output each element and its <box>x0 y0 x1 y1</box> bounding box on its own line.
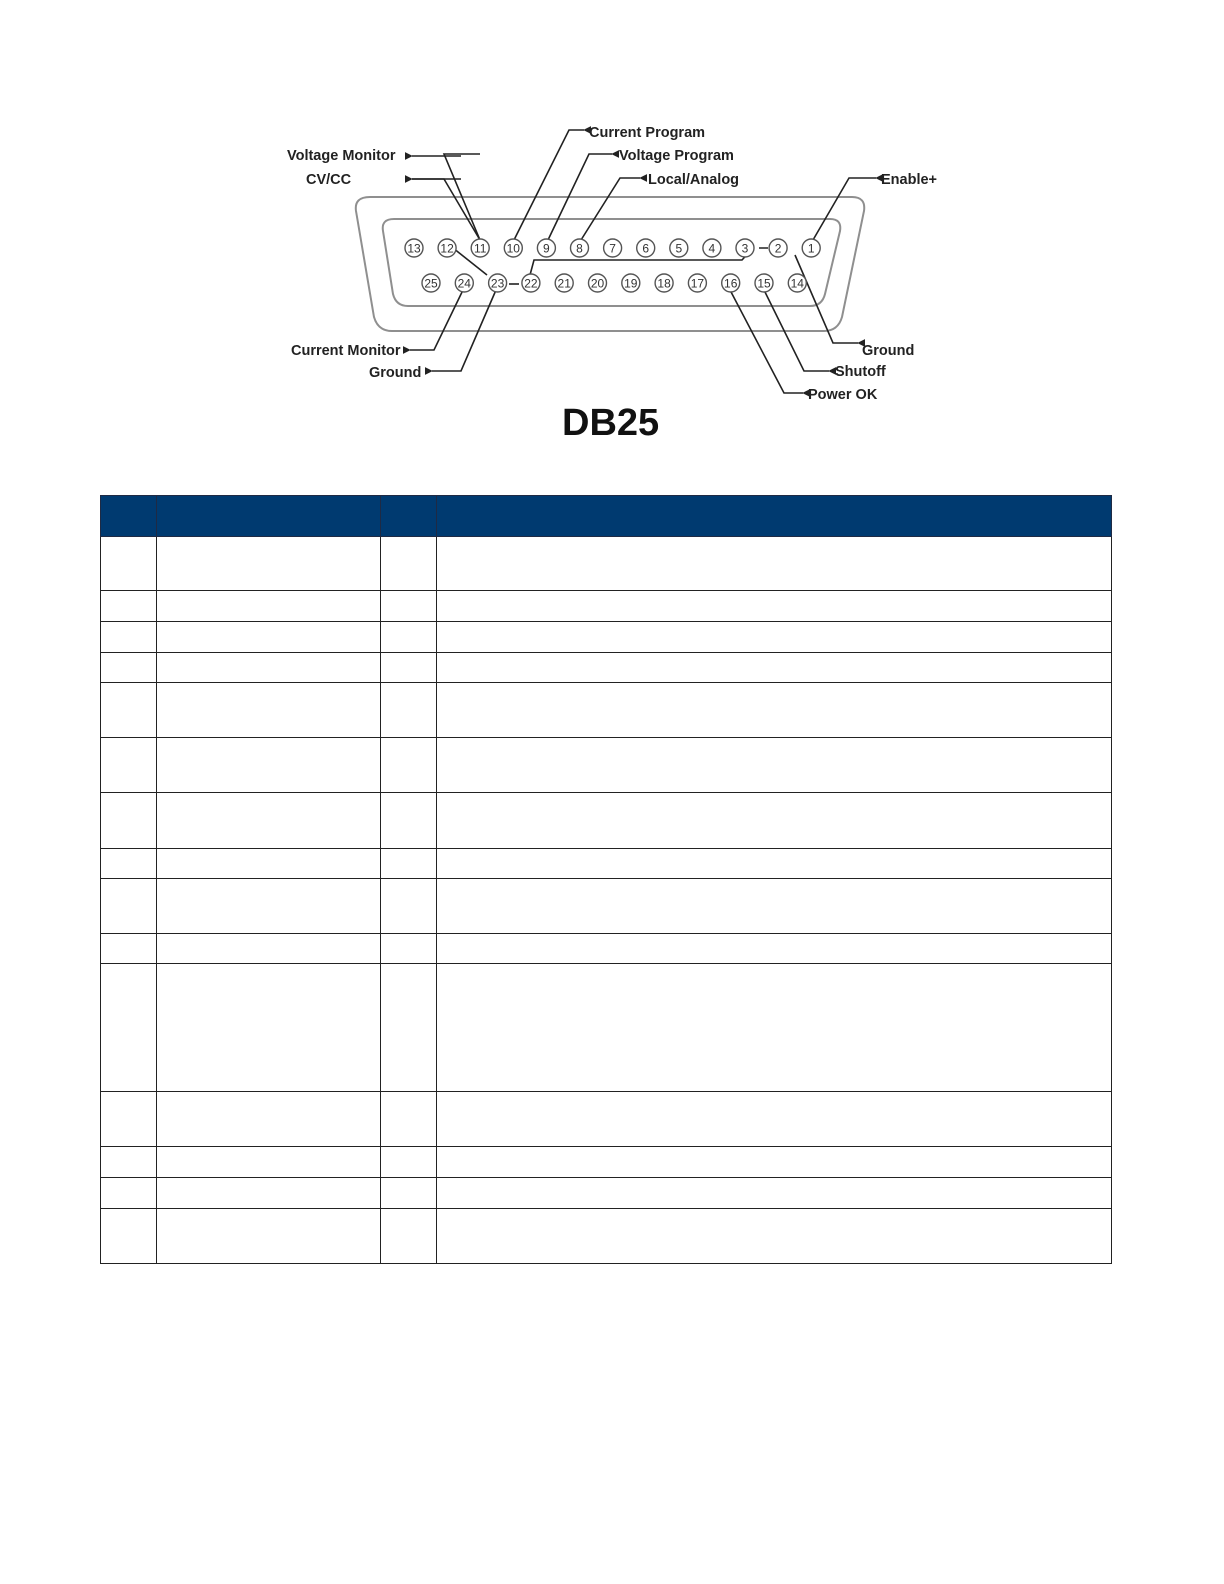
table-cell <box>101 1092 157 1147</box>
table-cell <box>101 1209 157 1264</box>
table-cell <box>101 591 157 622</box>
pin-6-label: 6 <box>642 241 650 256</box>
table-cell <box>381 1209 437 1264</box>
table-cell <box>437 591 1112 622</box>
table-row <box>101 1147 1112 1178</box>
table-cell <box>157 964 381 1092</box>
table-cell <box>381 591 437 622</box>
pin-22-label: 22 <box>524 276 538 291</box>
table-cell <box>101 849 157 879</box>
table-cell <box>437 683 1112 738</box>
label-ground-left: Ground <box>369 365 422 381</box>
table-cell <box>101 738 157 793</box>
pin-row-bottom <box>422 274 806 292</box>
connector-outer-shell <box>356 197 864 331</box>
pin-16-label: 16 <box>724 276 738 291</box>
diagram-title: DB25 <box>562 402 660 444</box>
table-row <box>101 653 1112 683</box>
pin-10-label: 10 <box>506 241 520 256</box>
table-cell <box>381 934 437 964</box>
table-cell <box>437 1092 1112 1147</box>
table-cell <box>157 1147 381 1178</box>
table-cell <box>101 1147 157 1178</box>
table-cell <box>101 683 157 738</box>
table-header-cell <box>437 496 1112 537</box>
pin-13-label: 13 <box>407 241 421 256</box>
pin-table <box>100 495 1112 1264</box>
pin-8-label: 8 <box>576 241 583 256</box>
table-cell <box>381 964 437 1092</box>
pin-row-top <box>405 239 820 257</box>
pin-12-label: 12 <box>440 241 454 256</box>
table-cell <box>157 934 381 964</box>
label-voltage-program: Voltage Program <box>619 148 734 164</box>
pin-1-label: 1 <box>807 241 815 256</box>
table-cell <box>381 537 437 591</box>
label-local-analog: Local/Analog <box>648 172 740 188</box>
label-ground-right: Ground <box>862 343 915 359</box>
label-shutoff: Shutoff <box>835 364 886 380</box>
table-cell <box>101 653 157 683</box>
table-cell <box>381 1147 437 1178</box>
pin-15-label: 15 <box>757 276 771 291</box>
pin-17-label: 17 <box>690 276 705 291</box>
table-cell <box>157 1209 381 1264</box>
table-cell <box>437 622 1112 653</box>
table-cell <box>381 849 437 879</box>
table-cell <box>101 934 157 964</box>
pin-9-label: 9 <box>543 241 550 256</box>
table-row <box>101 738 1112 793</box>
table-row <box>101 1209 1112 1264</box>
table-header-cell <box>157 496 381 537</box>
table-cell <box>437 1147 1112 1178</box>
table-cell <box>437 738 1112 793</box>
table-cell <box>101 964 157 1092</box>
table-cell <box>157 879 381 934</box>
table-row <box>101 622 1112 653</box>
table-cell <box>157 793 381 849</box>
table-row <box>101 793 1112 849</box>
table-cell <box>381 1092 437 1147</box>
label-power-ok: Power OK <box>808 387 878 403</box>
table-cell <box>437 934 1112 964</box>
table-cell <box>437 537 1112 591</box>
pin-3-label: 3 <box>741 241 749 256</box>
table-cell <box>157 683 381 738</box>
table-cell <box>157 738 381 793</box>
table-row <box>101 849 1112 879</box>
table-cell <box>101 793 157 849</box>
table-cell <box>157 849 381 879</box>
table-cell <box>381 793 437 849</box>
table-cell <box>437 964 1112 1092</box>
table-row <box>101 591 1112 622</box>
table-cell <box>437 653 1112 683</box>
pin-24-label: 24 <box>457 276 471 291</box>
pin-7-label: 7 <box>609 241 616 256</box>
table-cell <box>101 879 157 934</box>
table-cell <box>157 591 381 622</box>
table-cell <box>381 653 437 683</box>
table-row <box>101 537 1112 591</box>
pin-4-label: 4 <box>708 241 716 256</box>
label-cv-cc: CV/CC <box>306 172 352 188</box>
table-cell <box>437 849 1112 879</box>
table-cell <box>157 622 381 653</box>
table-cell <box>381 738 437 793</box>
pin-2-label: 2 <box>774 241 782 256</box>
table-cell <box>101 622 157 653</box>
pin-14-label: 14 <box>790 276 804 291</box>
table-header-cell <box>381 496 437 537</box>
table-row <box>101 1092 1112 1147</box>
pin-18-label: 18 <box>657 276 671 291</box>
table-row <box>101 879 1112 934</box>
table-row <box>101 934 1112 964</box>
pin-23-label: 23 <box>490 276 505 291</box>
pin-19-label: 19 <box>624 276 638 291</box>
table-cell <box>437 1209 1112 1264</box>
pin-25-label: 25 <box>424 276 438 291</box>
pin-5-label: 5 <box>675 241 683 256</box>
table-cell <box>157 537 381 591</box>
pin-11-label: 11 <box>473 241 487 256</box>
table-cell <box>381 879 437 934</box>
table-cell <box>101 537 157 591</box>
pin-21-label: 21 <box>557 276 571 291</box>
table-cell <box>437 1178 1112 1209</box>
label-voltage-monitor: Voltage Monitor <box>287 148 396 164</box>
table-header-cell <box>101 496 157 537</box>
table-cell <box>157 653 381 683</box>
pin-20-label: 20 <box>590 276 605 291</box>
table-row <box>101 964 1112 1092</box>
table-cell <box>381 1178 437 1209</box>
db25-pinout-diagram <box>284 112 948 446</box>
label-current-monitor: Current Monitor <box>291 343 401 359</box>
table-row <box>101 683 1112 738</box>
table-cell <box>381 683 437 738</box>
table-cell <box>381 622 437 653</box>
label-enable-plus: Enable+ <box>881 172 938 188</box>
table-header-row <box>101 496 1112 537</box>
table-cell <box>157 1178 381 1209</box>
label-current-program: Current Program <box>589 125 706 141</box>
table-cell <box>157 1092 381 1147</box>
table-cell <box>437 793 1112 849</box>
table-row <box>101 1178 1112 1209</box>
table-cell <box>437 879 1112 934</box>
connector-inner-shell <box>383 219 841 306</box>
table-cell <box>101 1178 157 1209</box>
